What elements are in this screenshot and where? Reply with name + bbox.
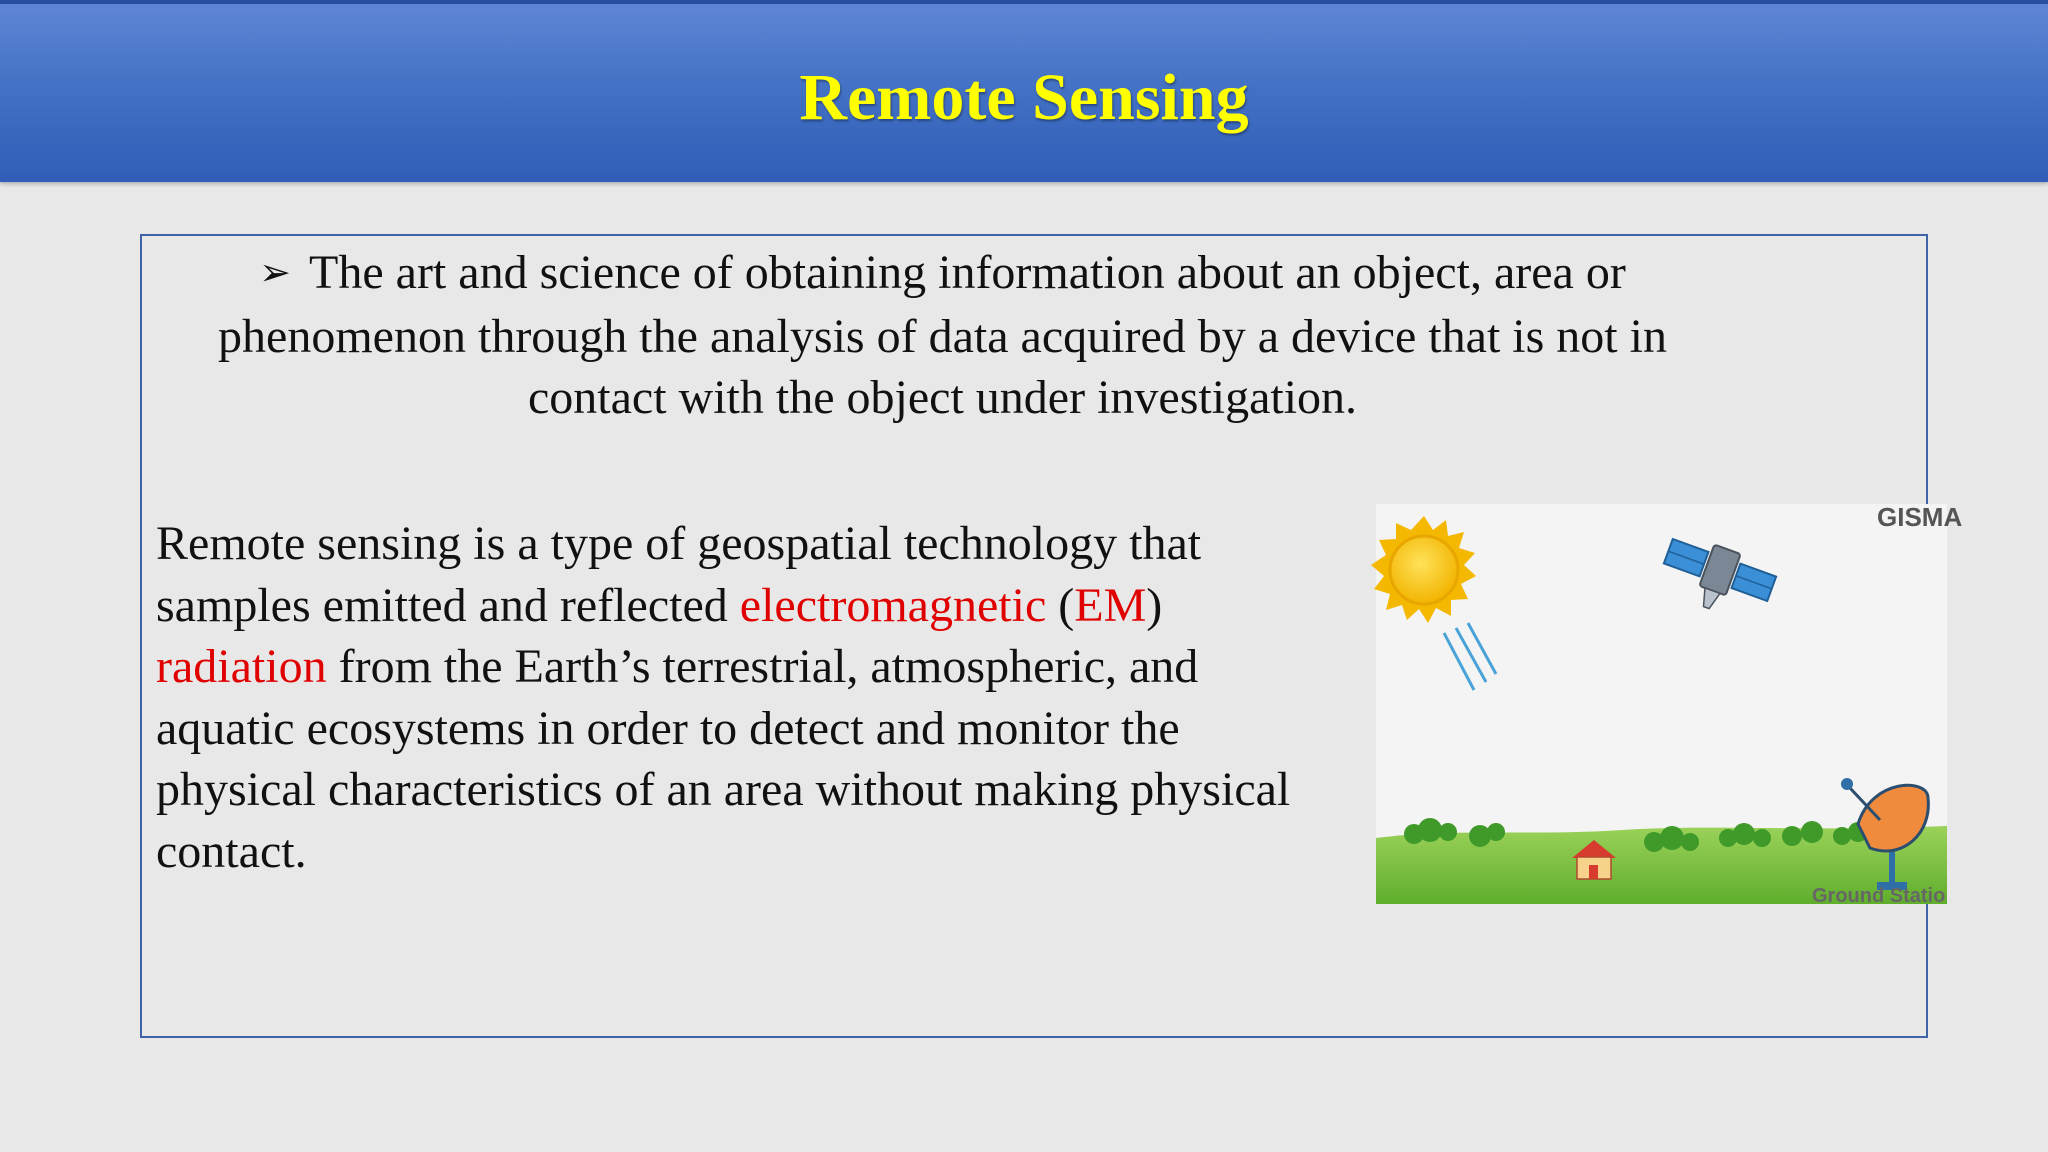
highlight-radiation: radiation: [156, 640, 327, 693]
para-line-5: physical characteristics of an area without making physical: [156, 763, 1291, 816]
para-line-1: Remote sensing is a type of geospatial technology that: [156, 517, 1202, 570]
slide-title: Remote Sensing: [799, 61, 1249, 134]
arrow-bullet-icon: ➢: [259, 250, 292, 294]
definition-bullet: [150, 242, 1735, 428]
remote-sensing-illustration: [1372, 498, 1963, 908]
watermark-label: GISMA: [1877, 502, 1963, 532]
bullet-line-3: contact with the object under investigation.: [527, 371, 1358, 424]
description-paragraph: [156, 513, 1366, 882]
para-line-4: aquatic ecosystems in order to detect and monitor the: [156, 701, 1180, 755]
para-line-6: contact.: [156, 824, 307, 878]
ground-station-label: Ground Statio: [1812, 885, 1946, 907]
bullet-line-2: phenomenon through the analysis of data acquired by a device that is not in: [218, 310, 1667, 363]
para-line-3: radiation from the Earth’s terrestrial, atmospheric, and: [156, 640, 1199, 693]
highlight-em: EM: [1074, 578, 1147, 632]
para-line-2: samples emitted and reflected electromagnetic (EM): [156, 578, 1163, 632]
bullet-line-1: ➢ The art and science of obtaining information about an object, area or: [259, 246, 1626, 299]
highlight-electromagnetic: electromagnetic: [739, 578, 1047, 632]
title-bar: [0, 0, 2048, 182]
